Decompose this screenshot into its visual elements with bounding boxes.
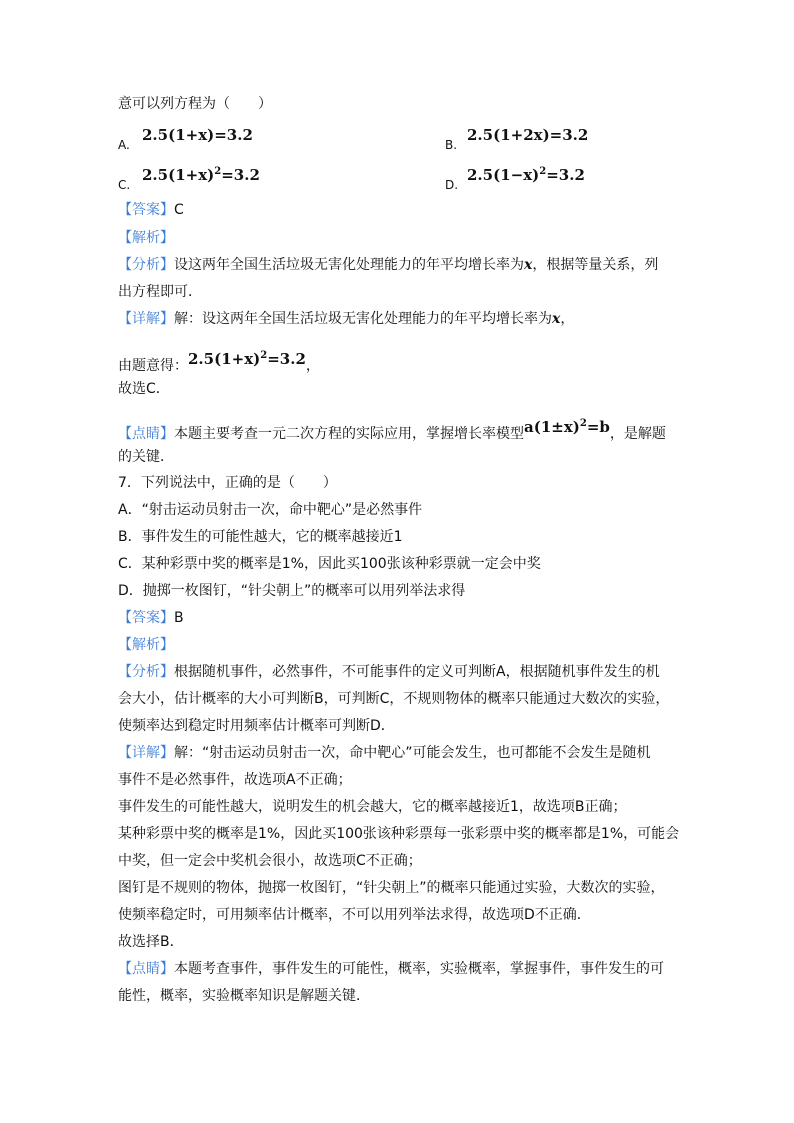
q7-xiangjie-line4: 某种彩票中奖的概率是1%，因此买100张该种彩票每一张彩票中奖的概率都是1%，可能会 bbox=[118, 826, 680, 842]
q6-option-a-label: A. bbox=[118, 138, 130, 152]
q6-option-b-expr: 2.5(1+2x)=3.2 bbox=[467, 126, 589, 144]
q7-xiangjie-line3: 事件发生的可能性越大，说明发生的机会越大，它的概率越接近1，故选项B正确； bbox=[118, 799, 627, 815]
q7-option-d: D．抛掷一枚图钉，“针尖朝上”的概率可以用列举法求得 bbox=[118, 583, 466, 599]
q7-choose: 故选择B． bbox=[118, 934, 184, 950]
q7-fenxi-line1: 【分析】根据随机事件，必然事件，不可能事件的定义可判断A，根据随机事件发生的机 bbox=[118, 664, 660, 680]
q7-xiangjie-line5: 中奖，但一定会中奖机会很小，故选项C不正确； bbox=[118, 853, 422, 869]
q6-fenxi-line2: 出方程即可． bbox=[118, 284, 202, 300]
answer-tag: 【答案】 bbox=[118, 202, 174, 218]
q6-equation-line: 由题意得：$2.5(1+x)^2=3.2$， bbox=[118, 350, 320, 374]
q6-answer: 【答案】C bbox=[118, 202, 184, 218]
q7-stem: 7．下列说法中，正确的是（ ） bbox=[118, 475, 337, 491]
q7-xiangjie-line2: 事件不是必然事件，故选项A不正确； bbox=[118, 772, 352, 788]
q7-fenxi-line2: 会大小，估计概率的大小可判断B，可判断C，不规则物体的概率只能通过大数次的实验， bbox=[118, 691, 670, 707]
q6-option-d-label: D. bbox=[445, 178, 459, 192]
q7-xiangjie-line6: 图钉是不规则的物体，抛掷一枚图钉，“针尖朝上”的概率只能通过实验，大数次的实验， bbox=[118, 880, 665, 896]
q7-option-a: A．“射击运动员射击一次，命中靶心”是必然事件 bbox=[118, 502, 423, 518]
q7-option-c: C．某种彩票中奖的概率是1%，因此买100张该种彩票就一定会中奖 bbox=[118, 556, 541, 572]
q6-option-a-expr: 2.5(1+x)=3.2 bbox=[142, 126, 253, 144]
q7-dianjing-line2: 能性，概率，实验概率知识是解题关键． bbox=[118, 988, 370, 1004]
q6-option-c-expr: $2.5(1+x)^2=3.2$ bbox=[142, 166, 260, 184]
q7-dianjing-line1: 【点睛】本题考查事件，事件发生的可能性，概率，实验概率，掌握事件，事件发生的可 bbox=[118, 961, 664, 977]
q6-choose: 故选C． bbox=[118, 381, 170, 397]
q7-analysis-tag: 【解析】 bbox=[118, 637, 174, 653]
q6-xiangjie-line1: 【详解】解：设这两年全国生活垃圾无害化处理能力的年平均增长率为x， bbox=[118, 311, 575, 327]
q6-option-c-label: C. bbox=[118, 178, 131, 192]
q6-option-d-expr: $2.5(1-x)^2=3.2$ bbox=[467, 166, 585, 184]
q7-xiangjie-line1: 【详解】解：“射击运动员射击一次，命中靶心”可能会发生，也可都能不会发生是随机 bbox=[118, 745, 651, 761]
q7-option-b: B．事件发生的可能性越大，它的概率越接近1 bbox=[118, 529, 403, 545]
q6-fenxi-line1: 【分析】设这两年全国生活垃圾无害化处理能力的年平均增长率为x，根据等量关系，列 bbox=[118, 257, 659, 273]
q7-fenxi-line3: 使频率达到稳定时用频率估计概率可判断D． bbox=[118, 718, 395, 734]
answer-tag: 【答案】 bbox=[118, 610, 174, 626]
q6-stem-tail: 意可以列方程为（ ） bbox=[118, 96, 272, 112]
q7-answer: 【答案】B bbox=[118, 610, 184, 626]
q6-option-b-label: B. bbox=[445, 138, 458, 152]
q6-dianjing-line2: 的关键． bbox=[118, 449, 174, 465]
q6-dianjing-line1: 【点睛】本题主要考查一元二次方程的实际应用，掌握增长率模型$a(1\pm x)^2=b$，是解题 bbox=[118, 418, 666, 442]
q6-analysis-tag: 【解析】 bbox=[118, 230, 174, 246]
q7-xiangjie-line7: 使频率稳定时，可用频率估计概率，不可以用列举法求得，故选项D不正确． bbox=[118, 907, 591, 923]
